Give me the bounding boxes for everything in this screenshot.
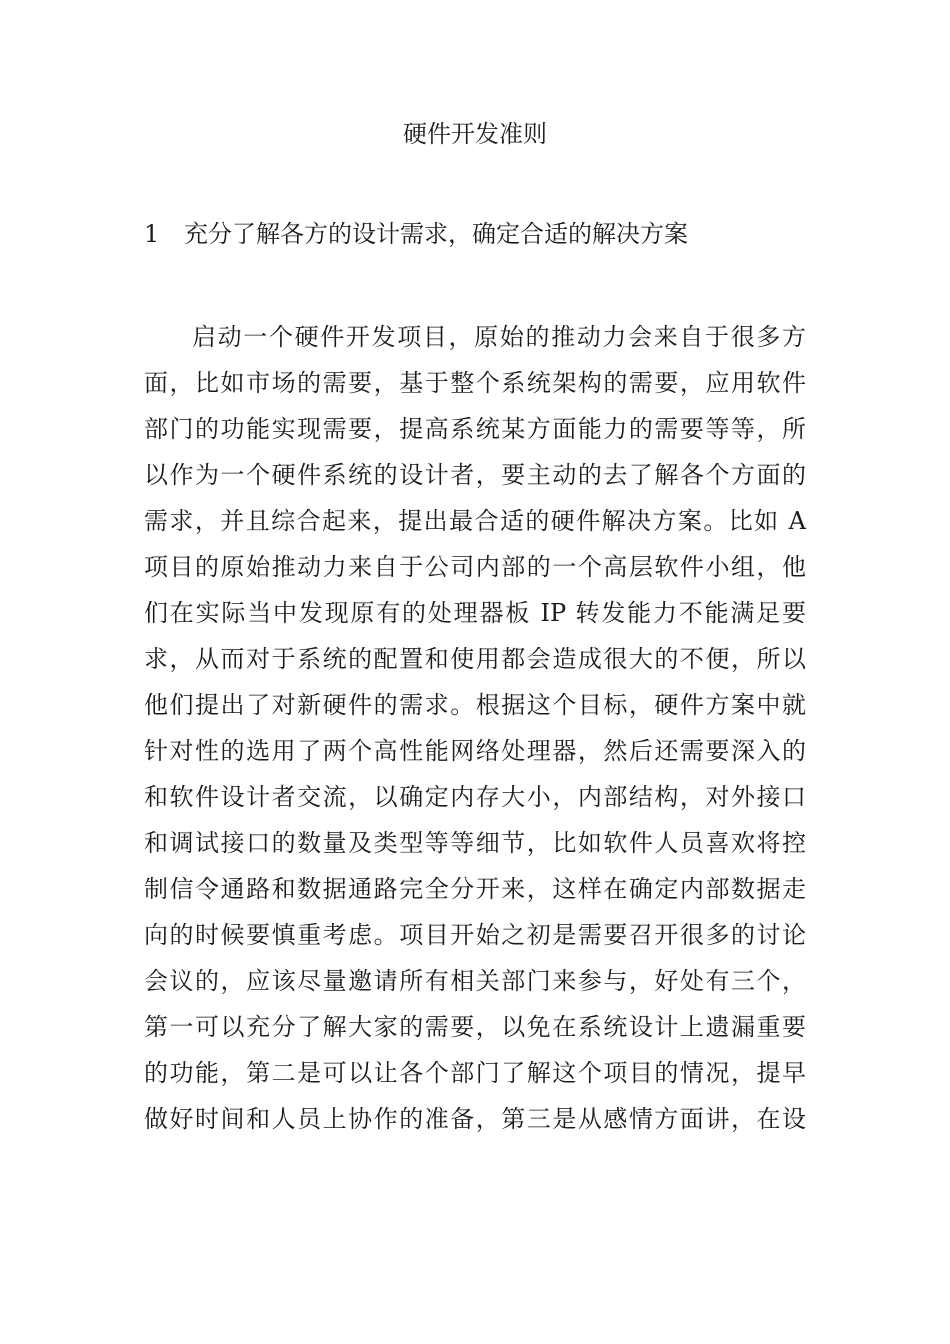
body-paragraph [144, 314, 806, 1142]
paragraph-line: 会议的，应该尽量邀请所有相关部门来参与，好处有三个， [144, 967, 806, 995]
paragraph-line: 面，比如市场的需要，基于整个系统架构的需要，应用软件 [144, 369, 806, 397]
paragraph-line: 项目的原始推动力来自于公司内部的一个高层软件小组，他 [144, 553, 806, 581]
paragraph-line: 做好时间和人员上协作的准备，第三是从感情方面讲，在设 [144, 1105, 806, 1133]
paragraph-line: 部门的功能实现需要，提高系统某方面能力的需要等等，所 [144, 415, 806, 443]
paragraph-line: 和软件设计者交流，以确定内存大小，内部结构，对外接口 [144, 783, 806, 811]
paragraph-line: 制信令通路和数据通路完全分开来，这样在确定内部数据走 [144, 875, 806, 903]
paragraph-line: 和调试接口的数量及类型等等细节，比如软件人员喜欢将控 [144, 829, 806, 857]
paragraph-line: 的功能，第二是可以让各个部门了解这个项目的情况，提早 [144, 1059, 806, 1087]
section-number: 1 [144, 220, 160, 248]
document-title: 硬件开发准则 [403, 120, 547, 148]
paragraph-line: 启动一个硬件开发项目，原始的推动力会来自于很多方 [192, 323, 806, 351]
paragraph-line: 们在实际当中发现原有的处理器板 IP 转发能力不能满足要 [144, 599, 806, 627]
section-heading-text: 充分了解各方的设计需求，确定合适的解决方案 [184, 220, 688, 248]
paragraph-line: 他们提出了对新硬件的需求。根据这个目标，硬件方案中就 [144, 691, 806, 719]
paragraph-line: 针对性的选用了两个高性能网络处理器，然后还需要深入的 [144, 737, 806, 765]
paragraph-line: 第一可以充分了解大家的需要，以免在系统设计上遗漏重要 [144, 1013, 806, 1041]
paragraph-line: 需求，并且综合起来，提出最合适的硬件解决方案。比如 A [144, 507, 806, 535]
section-heading [144, 216, 824, 252]
paragraph-line: 以作为一个硬件系统的设计者，要主动的去了解各个方面的 [144, 461, 806, 489]
paragraph-line: 向的时候要慎重考虑。项目开始之初是需要召开很多的讨论 [144, 921, 806, 949]
paragraph-line: 求，从而对于系统的配置和使用都会造成很大的不便，所以 [144, 645, 806, 673]
